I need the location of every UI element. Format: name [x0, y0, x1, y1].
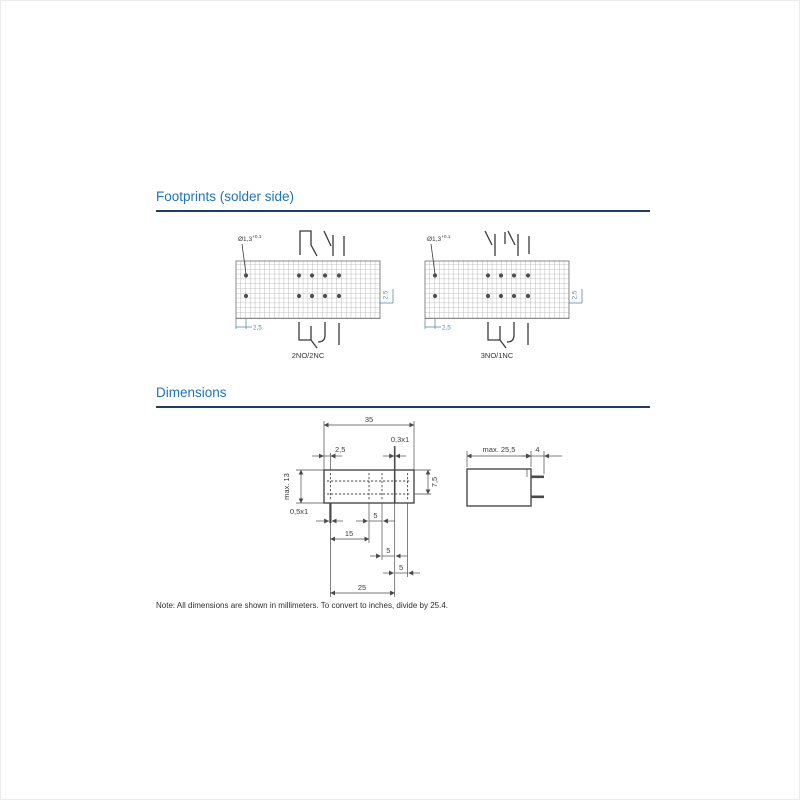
dim-pin-section-small-label: 0,3x1	[390, 435, 410, 444]
dim-pitch-left-label: 15	[344, 529, 354, 538]
dim-span-label: 25	[357, 583, 367, 592]
dim-pin-offset-label: 2,5	[335, 445, 346, 454]
contact-symbols-top	[485, 231, 529, 256]
footprint-diagram-3no1nc	[415, 221, 590, 363]
pitch-dimension-bottom	[425, 319, 441, 329]
footprint-label: 2NO/2NC	[291, 351, 325, 360]
hole-diameter-label: $Ø1,3^{+0.1}$	[238, 235, 262, 243]
pin-centerlines	[327, 473, 411, 501]
side-pin-upper	[531, 476, 544, 479]
dim-height-label: max. 13	[282, 473, 291, 500]
contact-symbols-bottom	[299, 322, 339, 348]
pitch-dimension-bottom	[236, 319, 252, 329]
relay-body-side	[467, 469, 531, 506]
pitch-right-label: 2,5	[382, 290, 390, 300]
dim-side-width-label: max. 25,5	[482, 445, 516, 454]
front-view	[296, 421, 431, 597]
contact-symbols-bottom	[488, 322, 528, 348]
dim-pin-section-large-label: 0,5x1	[289, 507, 309, 516]
dimensions-section-title: Dimensions	[156, 385, 650, 408]
dim-pitch3-label: 5	[399, 563, 404, 572]
dim-width-label: 35	[364, 415, 374, 424]
contact-symbols-top	[300, 231, 344, 256]
footprint-diagram-2no2nc	[226, 221, 401, 363]
dim-pitch1-label: 5	[373, 511, 378, 520]
pitch-bottom-label: 2,5	[253, 324, 262, 332]
side-pin-lower	[531, 496, 544, 499]
pitch-bottom-label: 2,5	[442, 324, 451, 332]
footprints-section-title: Footprints (solder side)	[156, 189, 650, 212]
side-view	[467, 451, 562, 506]
solder-grid	[425, 261, 569, 319]
extension-lines	[296, 421, 431, 597]
solder-grid	[236, 261, 380, 319]
dim-pitch2-label: 5	[386, 546, 391, 555]
footprint-label: 3NO/1NC	[480, 351, 514, 360]
footnote: Note: All dimensions are shown in millimeters. To convert to inches, divide by 25.4.	[156, 601, 448, 610]
dim-pin-length-label: 4	[535, 445, 540, 454]
pitch-right-label: 2,5	[571, 290, 579, 300]
dim-depth-label: 7,5	[430, 476, 439, 488]
hole-diameter-label: $Ø1,3^{+0.1}$	[427, 235, 451, 243]
technical-drawing	[279, 411, 591, 603]
